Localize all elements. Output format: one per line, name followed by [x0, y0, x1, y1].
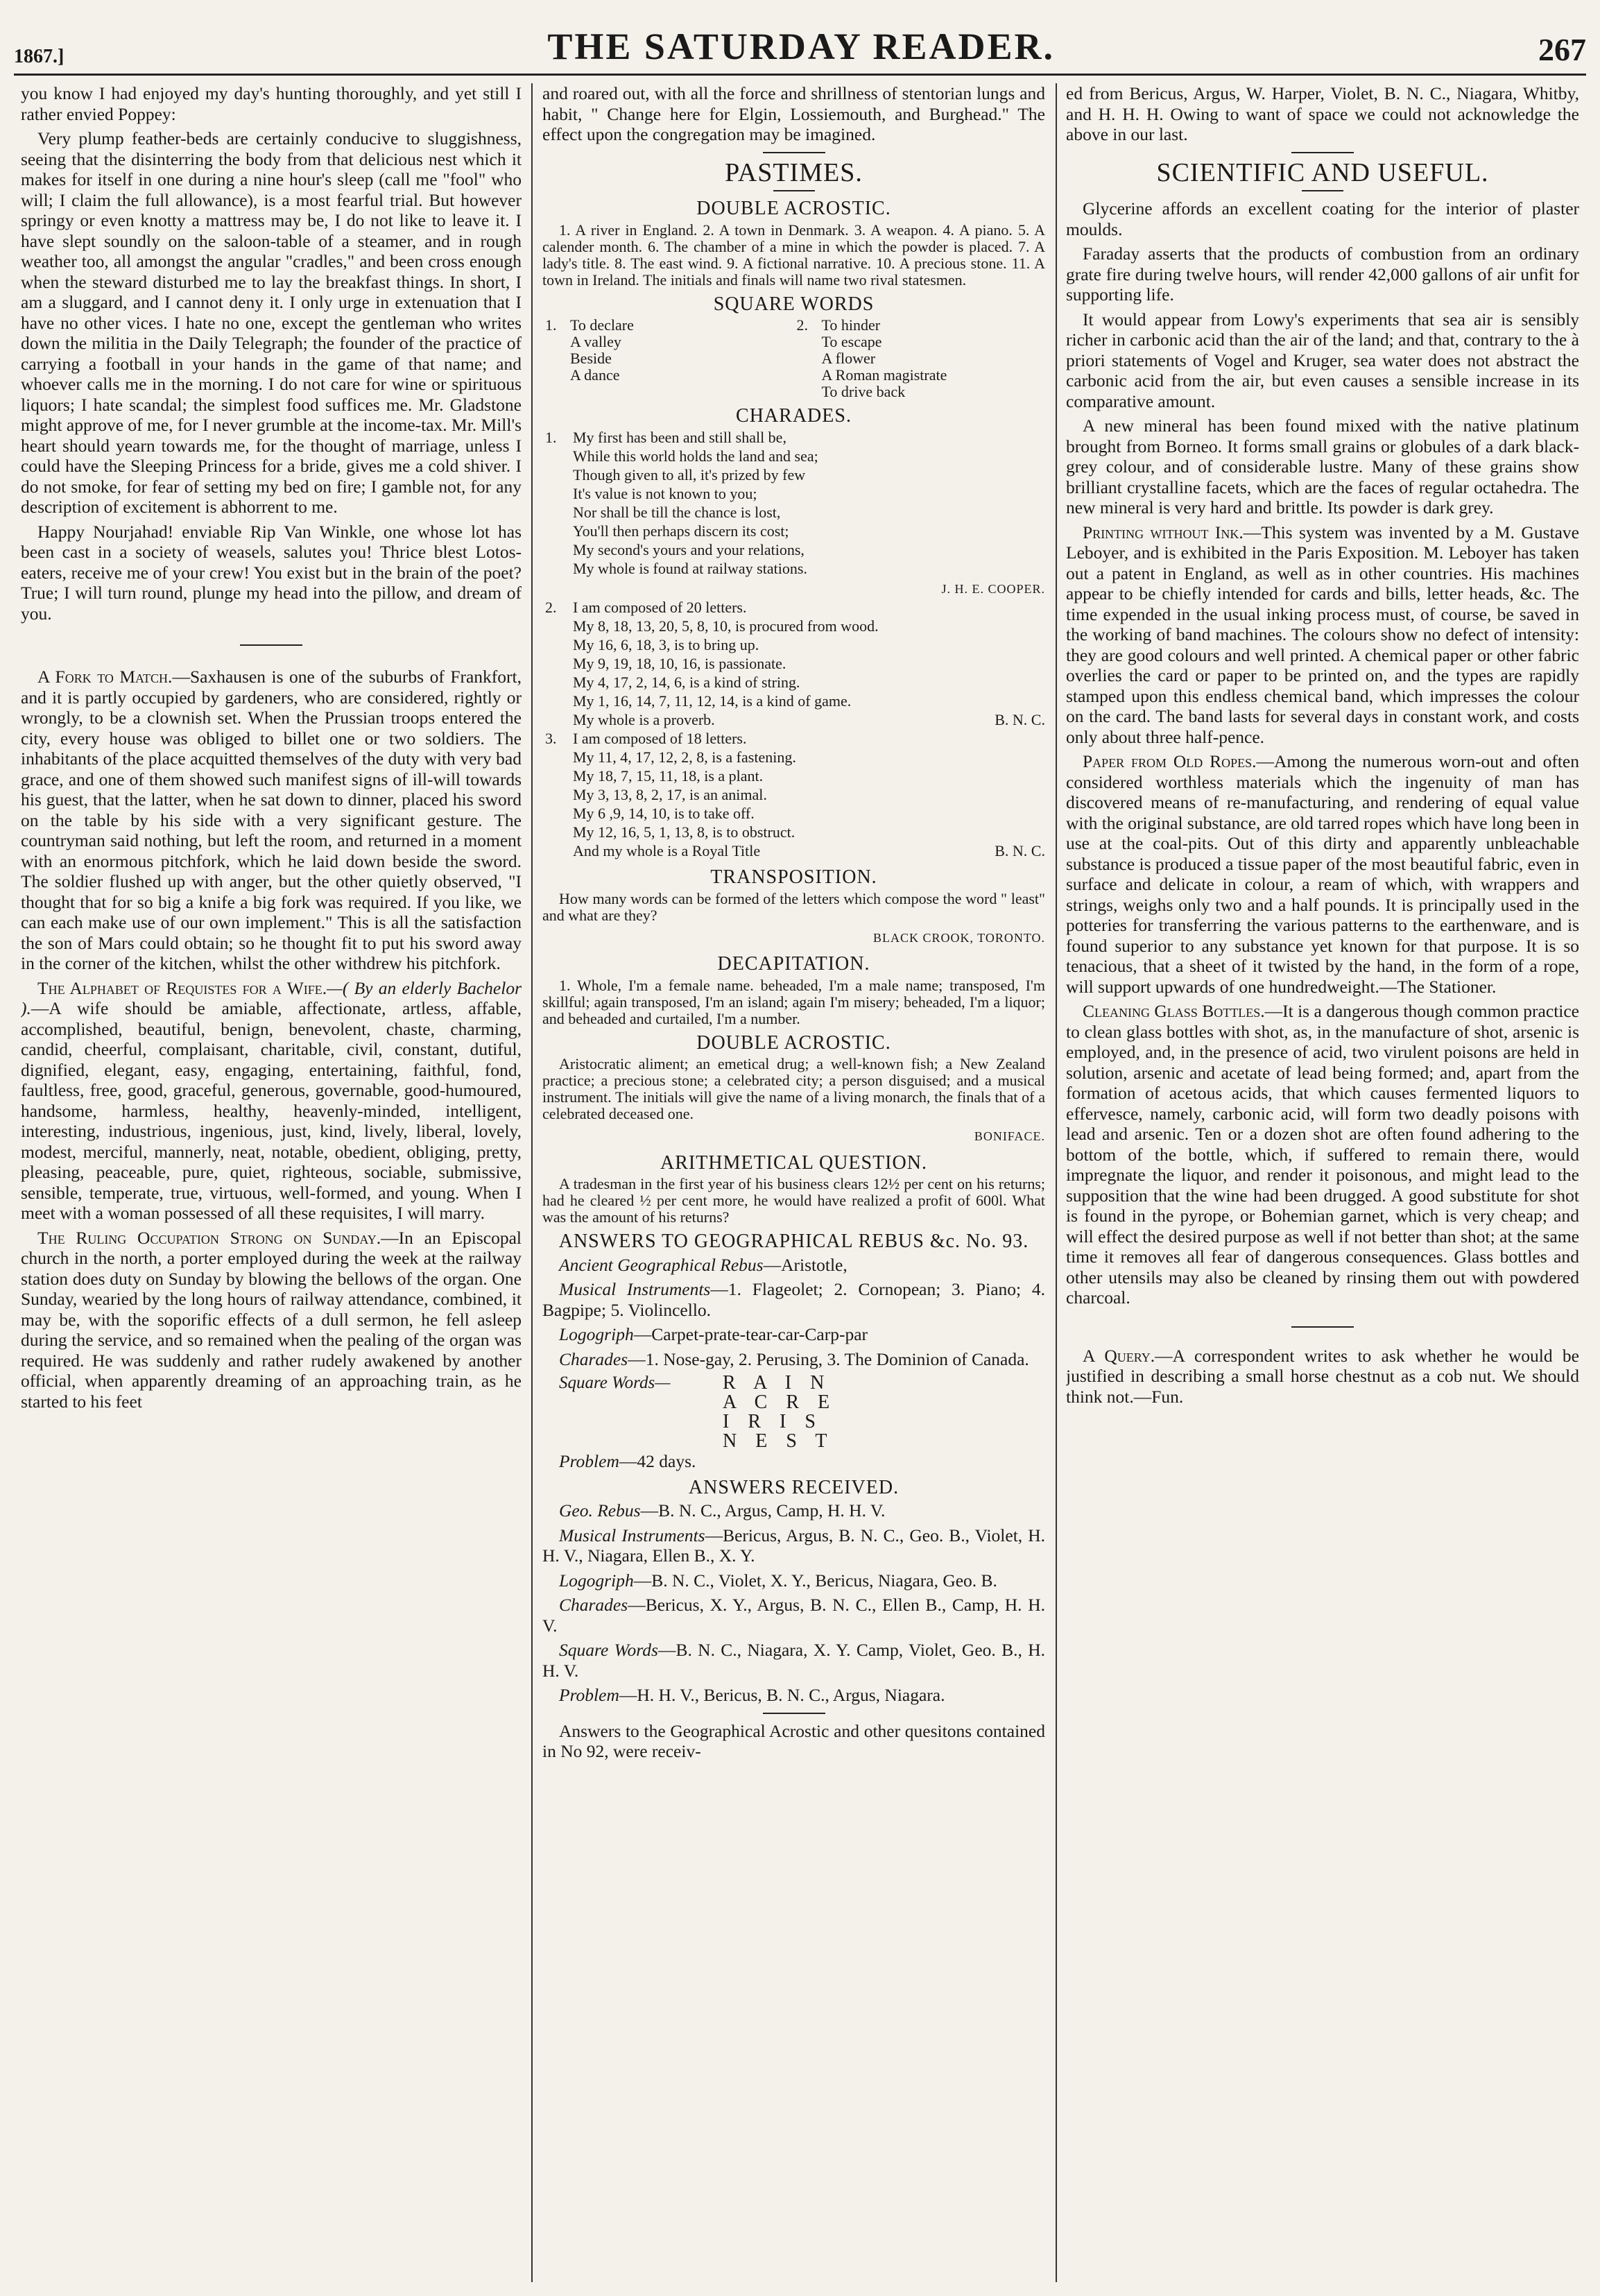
article-ruling-occupation [21, 1228, 522, 1412]
paragraph: you know I had enjoyed my day's hunting thoroughly, and yet still I rather envied Poppey: [21, 83, 522, 124]
square-row: I R I S [723, 1411, 823, 1432]
divider [1302, 190, 1343, 191]
answer-label: Ancient Geographical Rebus [559, 1254, 764, 1275]
puzzle-text: 1. A river in England. 2. A town in Denmark. 3. A weapon. 4. A piano. 5. A calender month. 6. The chamber of a mine in which the powder is placed. 7. A lady's title. 8. The east wind. 9. A fictional narrative. 10. A precious stone. 11. A town in Ireland. The initials and finals will name two rival statesmen. [542, 221, 1045, 289]
answer-text: —1. Nose-gay, 2. Perusing, 3. The Dominion of Canada. [628, 1348, 1029, 1369]
verse-line: I am composed of 20 letters. [573, 599, 747, 616]
list-item: To hinder [821, 316, 881, 334]
puzzle-text: 1. Whole, I'm a female name. beheaded, I'm a male name; transposed, I'm skillful; again transposed, I'm an island; again I'm misery; beheaded, I'm a liquor; and beheaded and curtailed, I'm a number. [542, 976, 1045, 1027]
answer-line [542, 1451, 1045, 1472]
answer-text: —Aristotle, [763, 1254, 848, 1275]
verse-line: My 3, 13, 8, 2, 17, is an animal. [573, 786, 767, 803]
verse-text: And my whole is a Royal Title [573, 842, 761, 859]
verse-line: My 1, 16, 14, 7, 11, 12, 14, is a kind of game. [573, 692, 852, 710]
received-line [542, 1570, 1045, 1591]
puzzle-title: TRANSPOSITION. [710, 866, 877, 888]
article-body: —Among the numerous worn-out and often considered worthless materials which the ingenuity of man has discovered means of re-manufacturing, and rendering of equal value with the original substance, are old tarred ropes which have long been in use at the coal-pits. Out of this dirty and apparently unbleachable substance is produced a tissue paper of the most beautiful fabric, even in surface and delicate in colour, a ream of which, with wrappers and strings, weighs only two and a half pounds. It is principally used in the potteries for transferring the various patterns to the earthenware, and is found superior to any substance yet known for that purpose. It is so tenacious, that a sheet of it twisted by the hand, in the form of a rope, will support upwards of one hundredweight.—The Stationer. [1066, 751, 1579, 997]
puzzle-title: DOUBLE ACROSTIC. [696, 1031, 891, 1054]
puzzle-title: ARITHMETICAL QUESTION. [660, 1151, 927, 1174]
item-number: 2. [545, 599, 557, 616]
divider [773, 190, 815, 191]
received-line [542, 1595, 1045, 1636]
signature: BLACK CROOK, TORONTO. [872, 930, 1045, 945]
verse-text: My whole is a proverb. [573, 711, 715, 728]
answer-label: Musical Instruments [559, 1279, 711, 1299]
list-item: A Roman magistrate [821, 366, 947, 384]
masthead-title: THE SATURDAY READER. [547, 26, 1055, 67]
paragraph: Glycerine affords an excellent coating for the interior of plaster moulds. [1066, 198, 1579, 239]
list-item: A flower [821, 350, 876, 367]
puzzle-title: SQUARE WORDS [713, 293, 875, 315]
answer-line [542, 1279, 1045, 1320]
verse-line: Though given to all, it's prized by few [573, 465, 806, 483]
verse-line: My 8, 18, 13, 20, 5, 8, 10, is procured from wood. [573, 617, 879, 635]
paragraph: ed from Bericus, Argus, W. Harper, Violet, B. N. C., Niagara, Whitby, and H. H. H. Owing to want of space we could not acknowledge the above in our last. [1066, 83, 1579, 144]
column-3 [1066, 83, 1579, 2289]
answer-label: Charades [559, 1348, 628, 1369]
received-line [542, 1525, 1045, 1566]
received-line [542, 1685, 1045, 1706]
verse-line [573, 712, 1045, 728]
charade-2 [542, 599, 1045, 730]
puzzle-title: DOUBLE ACROSTIC. [696, 198, 891, 219]
received-text: —B. N. C., Niagara, X. Y. Camp, Violet, Geo. B., H. H. V. [542, 1640, 1045, 1681]
divider [1291, 1326, 1354, 1328]
answer-line [542, 1324, 1045, 1345]
signature: B. N. C. [995, 842, 1045, 859]
verse-line: My 16, 6, 18, 3, is to bring up. [573, 636, 759, 653]
article-body: —Saxhausen is one of the suburbs of Frankfort, and it is partly occupied by gardeners, who are considered, rightly or wrongly, to be a clownish set. When the Prussian troops entered the city, every house was obliged to billet one or two soldiers. The inhabitants of the place acquitted themselves of the duty with very bad grace, and one of them showed such manifest signs of ill-will towards his guest, that the latter, when he sat down to dinner, placed his sword on the table by his side with a very significant gesture. The countryman said nothing, but left the room, and returned in a moment with an enormous pitchfork, which he laid down beside the sword. The soldier flushed up with anger, but the other quietly observed, "I thought that for so big a knife a big fork was required. If you like, we can each make use of our own implement." This is all the satisfaction the son of Mars could obtain; so he thought fit to put his sword away in the corner of the kitchen, whilst the other withdrew his pitchfork. [21, 667, 522, 973]
article-glass-bottles [1066, 1001, 1579, 1308]
item-number: 2. [796, 316, 808, 334]
answer-label: Logogriph [559, 1324, 634, 1344]
divider [240, 644, 302, 646]
section-title-scientific: SCIENTIFIC AND USEFUL. [1156, 157, 1489, 187]
paragraph: Happy Nourjahad! enviable Rip Van Winkle, one whose lot has been cast in a society of weasels, salutes you! Thrice blest Lotos-eaters, receive me of your crew! You exist but in the brain of the poet? True; I will turn round, plunge my head into the pillow, and dream of you. [21, 521, 522, 624]
article-heading: Cleaning Glass Bottles. [1083, 1001, 1265, 1021]
paragraph: It would appear from Lowy's experiments that sea air is sensibly richer in carbonic acid than the air of the land; and that, contrary to the à priori statements of Vogel and Kruger, sea water does not abstract the carbonic acid from the air, but even causes a sensible increase in its comparative amount. [1066, 309, 1579, 411]
signature: BONIFACE. [974, 1129, 1045, 1143]
page-number: 267 [1538, 32, 1586, 67]
verse-line [573, 843, 1045, 859]
list-item: A valley [570, 333, 621, 350]
received-text: —Bericus, X. Y., Argus, B. N. C., Ellen B., Camp, H. H. V. [542, 1595, 1045, 1636]
verse-line: My 12, 16, 5, 1, 13, 8, is to obstruct. [573, 823, 795, 841]
column-rule [531, 83, 533, 2282]
square-words-grid [542, 317, 1045, 400]
article-body: —It is a dangerous though common practice to clean glass bottles with shot, as, in the manufacture of shot, arsenic is employed, and, in the presence of acid, two virulent poisons are held in solution, arsenic and acetate of lead being formed; and, apart from the formation of acetous acids, that which causes fermented liquors to effervesce, namely, carbonic acid, will form two deadly poisons with lead and arsenic. Ten or a dozen shot are often found adhering to the bottom of the bottle, which, if suffered to remain there, would impregnate the liquor, and render it poisonous, and might lead to the supposition that the wine had been drugged. A good substitute for shot is found in the pyrope, or Bohemian garnet, which is very cheap; and will effect the desired purpose as well if not better than shot; at the same time it removes all fear of dangerous consequences. Glass bottles and other utensils may also be cleaned by rinsing them out with powdered charcoal. [1066, 1001, 1579, 1308]
paragraph: Answers to the Geographical Acrostic and other quesitons contained in No 92, were receiv- [542, 1720, 1045, 1761]
list-item: To escape [821, 333, 882, 350]
answers-title: ANSWERS TO GEOGRAPHICAL REBUS &c. No. 93. [558, 1231, 1029, 1252]
square-words-block [723, 1373, 1045, 1451]
received-line [542, 1640, 1045, 1681]
received-label: Logogriph [559, 1570, 634, 1591]
list-item: To drive back [821, 383, 906, 400]
answer-line [542, 1255, 1045, 1276]
answer-line [542, 1349, 1045, 1370]
verse-line: My 4, 17, 2, 14, 6, is a kind of string. [573, 674, 800, 691]
article-heading: A Query. [1083, 1345, 1155, 1366]
received-label: Charades [559, 1595, 628, 1615]
signature: J. H. E. COOPER. [941, 581, 1045, 596]
verse-line: My 9, 19, 18, 10, 16, is passionate. [573, 655, 786, 672]
verse-line: My whole is found at railway stations. [573, 559, 807, 577]
paragraph: Very plump feather-beds are certainly conducive to sluggishness, seeing that the disinterring the body from that delicious nest which it makes for itself in one during a nine hour's sleep (call me "fool" who will; I claim the full allowance), is a most fearful trial. But however springy or even knotty a mattress may be, I do not like to leave it. I have slept soundly on the saloon-table of a steamer, and in rough weather too, all amongst the angular "cradles," and been cross enough when the steward disturbed me to lay the breakfast things. In short, I am a sluggard, and I cannot deny it. I only urge in extenuation that I have no other vices. I hate no one, except the gentleman who writes down the militia in the Daily Telegraph; the founder of the practice of carrying a football in your hands in the game of that name; and whoever calls me in the morning. I do not care for wine or spirituous liquors; I hate scandal; the simplest food suffices me. Mr. Gladstone might approve of me, for I never grumble at the income-tax. Mr. Mill's heart should yearn towards me, for the thought of marriage, unless I could have the Sleeping Princess for a bride, gives me a cold shiver. I do not smoke, for fear of setting my bed on fire; I gamble not, for any description of excitement is abhorrent to me. [21, 128, 522, 517]
answer-label: Square Words— [559, 1373, 671, 1392]
header-date: 1867.] [14, 46, 64, 67]
answer-label: Problem [559, 1451, 619, 1471]
article-alphabet [21, 978, 522, 1224]
received-label: Geo. Rebus [559, 1500, 641, 1520]
verse-line: While this world holds the land and sea; [573, 447, 818, 465]
puzzle-text: Aristocratic aliment; an emetical drug; a well-known fish; a New Zealand practice; a precious stone; a celebrated city; a person disguised; and a musical instrument. The initials will give the name of a living monarch, the finals that of a celebrated deceased one. [542, 1055, 1045, 1122]
section-title-pastimes: PASTIMES. [725, 157, 863, 187]
signature: B. N. C. [995, 711, 1045, 728]
article-fork-to-match [21, 667, 522, 974]
received-label: Square Words [559, 1640, 658, 1660]
divider [763, 152, 825, 153]
article-heading: The Alphabet of Requistes for a Wife. [37, 977, 327, 998]
answers-received-title: ANSWERS RECEIVED. [688, 1476, 900, 1498]
item-number: 3. [545, 730, 557, 747]
paragraph: Faraday asserts that the products of combustion from an ordinary grate fire during twelve hours, will render 42,000 gallons of air unfit for supporting life. [1066, 243, 1579, 305]
verse-line: My 18, 7, 15, 11, 18, is a plant. [573, 767, 764, 785]
square-row: A C R E [723, 1391, 837, 1413]
item-number: 1. [545, 428, 557, 446]
article-body: —A correspondent writes to ask whether he would be justified in describing a small horse chestnut as a cob nut. We should think not.—Fun. [1066, 1345, 1579, 1407]
verse-line: My 11, 4, 17, 12, 2, 8, is a fastening. [573, 748, 796, 766]
article-printing [1066, 522, 1579, 748]
column-1 [21, 83, 522, 2289]
square-words-answer [542, 1373, 1045, 1451]
article-byline: —( By an elderly Bachelor ). [21, 977, 522, 1018]
received-label: Musical Instruments [559, 1525, 705, 1545]
list-item: Beside [570, 350, 612, 367]
list-item: A dance [570, 366, 620, 384]
answer-text: —1. Flageolet; 2. Cornopean; 3. Piano; 4. Bagpipe; 5. Violincello. [542, 1279, 1045, 1320]
verse-line: My first has been and still shall be, [573, 428, 786, 446]
column-2 [542, 83, 1045, 2289]
square-row: N E S T [723, 1430, 834, 1452]
item-number: 1. [545, 316, 557, 334]
puzzle-text: How many words can be formed of the letters which compose the word " least" and what are they? [542, 889, 1045, 924]
article-heading: Printing without Ink. [1083, 522, 1244, 542]
list-item: To declare [570, 316, 634, 334]
puzzle-title: CHARADES. [736, 405, 852, 427]
article-body: —This system was invented by a M. Gustave Leboyer, and is exhibited in the Paris Exposition. M. Leboyer has taken out a patent in England, as well as in other countries. His machines appear to be chiefly intended for cards and bills, letter heads, &c. The time expended in the usual inking process must, of course, be saved in the working of band machines. The colours show no defect of intensity: they are good colours and well printed. A chemical paper or other fabric overlies the card or paper to be printed on, and the types are rapidly stamped upon this endless chemical band, which impresses the colour on the card. The band lasts for several days in constant work, and costs only about three half-pence. [1066, 522, 1579, 747]
answer-text: —Carpet-prate-tear-car-Carp-par [633, 1324, 868, 1344]
answer-text: —42 days. [619, 1451, 696, 1471]
received-text: —B. N. C., Violet, X. Y., Bericus, Niagara, Geo. B. [633, 1570, 997, 1591]
puzzle-text: A tradesman in the first year of his business clears 12½ per cent on his returns; had he cleared ½ per cent more, he would have realized a profit of 600l. What was the amount of his returns? [542, 1175, 1045, 1226]
received-text: —B. N. C., Argus, Camp, H. H. V. [640, 1500, 886, 1520]
verse-line: I am composed of 18 letters. [573, 730, 747, 747]
page-header [14, 19, 1586, 76]
charade-1 [542, 429, 1045, 600]
verse-line: My 6 ,9, 14, 10, is to take off. [573, 805, 755, 822]
divider [763, 1713, 825, 1714]
article-paper-ropes [1066, 751, 1579, 997]
divider [1291, 152, 1354, 153]
article-body: —A wife should be amiable, affectionate, artless, affable, accomplished, beautiful, benign, benevolent, chaste, charming, candid, cheerful, complaisant, charitable, civil, constant, dutiful, dignified, elegant, easy, engaging, entertaining, faithful, fond, faultless, free, good, graceful, generous, governable, good-humoured, handsome, harmless, healthy, heavenly-minded, intelligent, interesting, industrious, ingenious, just, kind, lively, liberal, lovely, modest, merciful, mannerly, neat, notable, obedient, obliging, pretty, pleasing, peaceable, pure, quiet, righteous, sociable, submissive, sensible, temperate, true, virtuous, well-formed, and young. When I meet with a woman possessed of all these requisites, I will marry. [21, 998, 522, 1223]
square-row: R A I N [723, 1372, 832, 1394]
received-text: —Bericus, Argus, B. N. C., Geo. B., Violet, H. H. V., Niagara, Ellen B., X. Y. [542, 1525, 1045, 1566]
square-words-list-1 [570, 317, 794, 400]
received-line [542, 1500, 1045, 1521]
verse-line: It's value is not known to you; [573, 484, 757, 502]
paragraph: A new mineral has been found mixed with the native platinum brought from Borneo. It forms small grains or globules of a dark black-grey colour, and of considerable lustre. Many of these grains show brilliant crystalline facets, which are the faces of regular octahedra. The new mineral is very hard and brittle. Its powder is dark grey. [1066, 415, 1579, 517]
article-heading: Paper from Old Ropes. [1083, 751, 1257, 771]
verse-line: You'll then perhaps discern its cost; [573, 522, 789, 540]
article-query [1066, 1346, 1579, 1407]
received-label: Problem [559, 1685, 619, 1705]
puzzle-title: DECAPITATION. [717, 953, 870, 975]
square-words-list-2 [822, 317, 1046, 400]
verse-line: Nor shall be till the chance is lost, [573, 503, 781, 521]
paragraph: and roared out, with all the force and shrillness of stentorian lungs and habit, " Change here for Elgin, Lossiemouth, and Burghead." The effect upon the congregation may be imagined. [542, 83, 1045, 144]
column-rule [1056, 83, 1057, 2282]
article-heading: A Fork to Match. [37, 667, 173, 687]
article-heading: The Ruling Occupation Strong on Sunday. [37, 1227, 381, 1248]
charade-3 [542, 730, 1045, 862]
received-text: —H. H. V., Bericus, B. N. C., Argus, Niagara. [619, 1685, 945, 1705]
article-body: —In an Episcopal church in the north, a porter employed during the week at the railway station does duty on Sunday by blowing the bellows of the organ. One Sunday, wearied by the long hours of railway attendance, combined, it may be, with the soporific effects of a dull sermon, he fell asleep during the service, and so remained when the pealing of the organ was required. He was suddenly and rather rudely awakened by another official, when apparently dreaming of an approaching train, as he started to his feet [21, 1227, 522, 1412]
verse-line: My second's yours and your relations, [573, 540, 805, 558]
